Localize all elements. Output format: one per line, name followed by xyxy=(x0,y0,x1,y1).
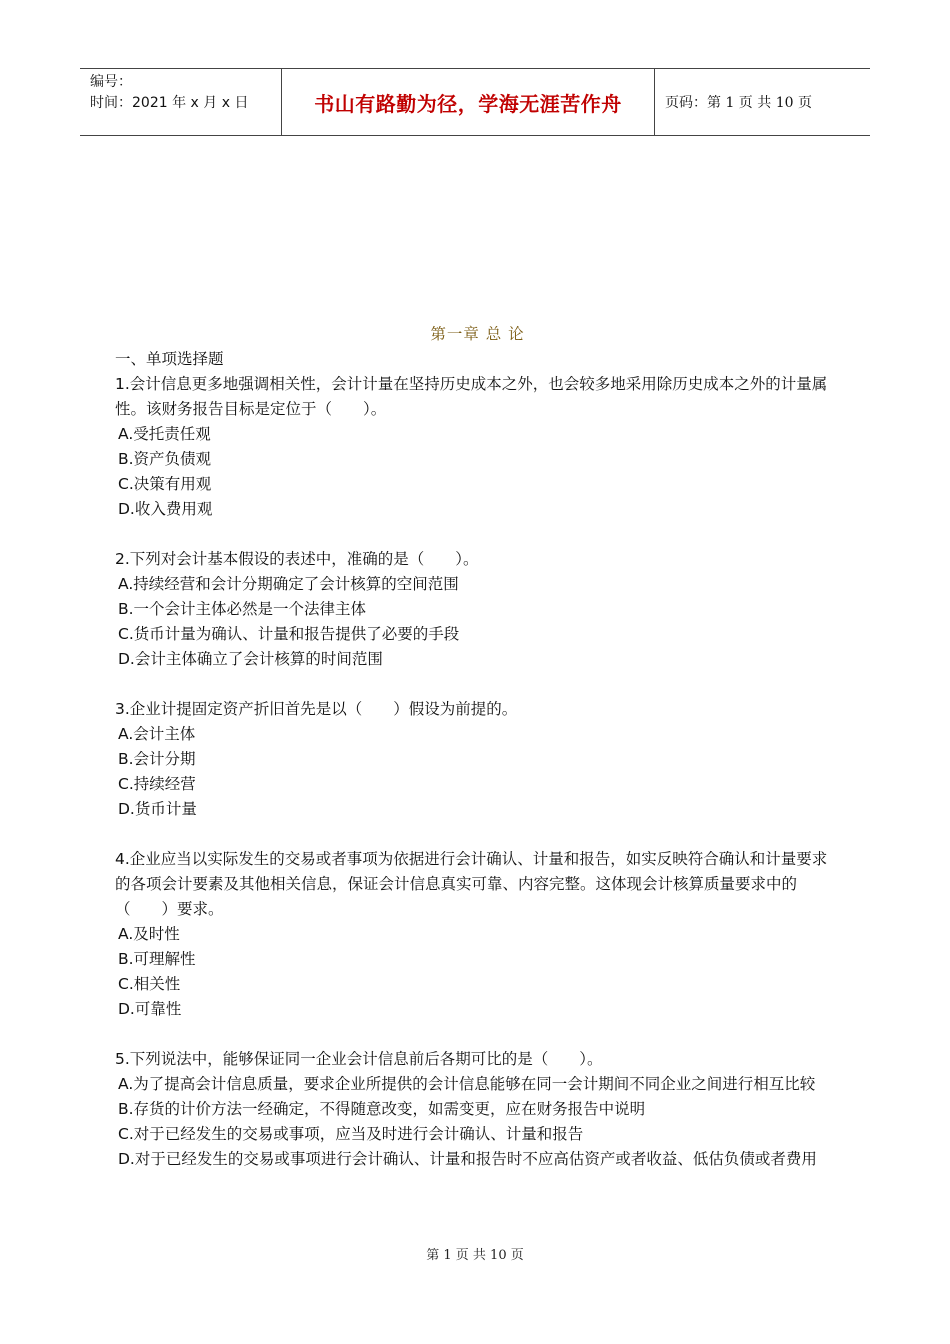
question-stem: 1.会计信息更多地强调相关性，会计计量在坚持历史成本之外，也会较多地采用除历史成本之外的计量属性。该财务报告目标是定位于（ ）。 xyxy=(115,375,828,418)
motto: 书山有路勤为径，学海无涯苦作舟 xyxy=(314,91,622,116)
question-option: A.及时性 xyxy=(118,925,180,943)
question-item xyxy=(115,1047,840,1172)
question-stem: 5.下列说法中，能够保证同一企业会计信息前后各期可比的是（ ）。 xyxy=(115,1050,603,1068)
chapter-title: 第一章 总 论 xyxy=(430,325,525,343)
question-stem: 4.企业应当以实际发生的交易或者事项为依据进行会计确认、计量和报告，如实反映符合确认和计量要求的各项会计要素及其他相关信息，保证会计信息真实可靠、内容完整。这体现会计核算质量要求中的（ ）要求。 xyxy=(115,850,828,918)
question-list xyxy=(115,372,840,1172)
header-page-info-cell xyxy=(655,69,870,135)
question-option: D.可靠性 xyxy=(118,1000,182,1018)
question-item xyxy=(115,697,840,822)
question-option: C.对于已经发生的交易或事项，应当及时进行会计确认、计量和报告 xyxy=(118,1125,584,1143)
page-footer: 第 1 页 共 10 页 xyxy=(426,1248,524,1263)
question-option: C.决策有用观 xyxy=(118,475,212,493)
section-title: 一、单项选择题 xyxy=(115,350,224,368)
page-info: 页码：第 1 页 共 10 页 xyxy=(665,95,812,111)
question-option: D.会计主体确立了会计核算的时间范围 xyxy=(118,650,383,668)
page-header xyxy=(80,68,870,136)
question-option: A.为了提高会计信息质量，要求企业所提供的会计信息能够在同一会计期间不同企业之间进行相互比较 xyxy=(118,1075,816,1093)
document-body xyxy=(115,322,840,1172)
header-motto-cell xyxy=(282,69,655,135)
question-option: C.持续经营 xyxy=(118,775,196,793)
question-stem: 2.下列对会计基本假设的表述中，准确的是（ ）。 xyxy=(115,550,479,568)
question-option: B.一个会计主体必然是一个法律主体 xyxy=(118,600,367,618)
question-option: B.可理解性 xyxy=(118,950,196,968)
question-item xyxy=(115,847,840,1022)
question-option: D.货币计量 xyxy=(118,800,197,818)
question-stem: 3.企业计提固定资产折旧首先是以（ ）假设为前提的。 xyxy=(115,700,518,718)
question-item xyxy=(115,547,840,672)
question-option: B.资产负债观 xyxy=(118,450,212,468)
question-option: A.受托责任观 xyxy=(118,425,211,443)
question-option: A.会计主体 xyxy=(118,725,196,743)
question-option: B.存货的计价方法一经确定，不得随意改变，如需变更，应在财务报告中说明 xyxy=(118,1100,646,1118)
question-option: B.会计分期 xyxy=(118,750,196,768)
question-option: D.对于已经发生的交易或事项进行会计确认、计量和报告时不应高估资产或者收益、低估负债或者费用 xyxy=(118,1150,817,1168)
question-option: D.收入费用观 xyxy=(118,500,213,518)
code-label: 编号： xyxy=(90,74,132,90)
question-option: C.货币计量为确认、计量和报告提供了必要的手段 xyxy=(118,625,460,643)
question-item xyxy=(115,372,840,522)
question-option: C.相关性 xyxy=(118,975,181,993)
time-label: 时间：2021 年 x 月 x 日 xyxy=(90,95,249,111)
header-meta xyxy=(80,69,282,135)
question-option: A.持续经营和会计分期确定了会计核算的空间范围 xyxy=(118,575,459,593)
